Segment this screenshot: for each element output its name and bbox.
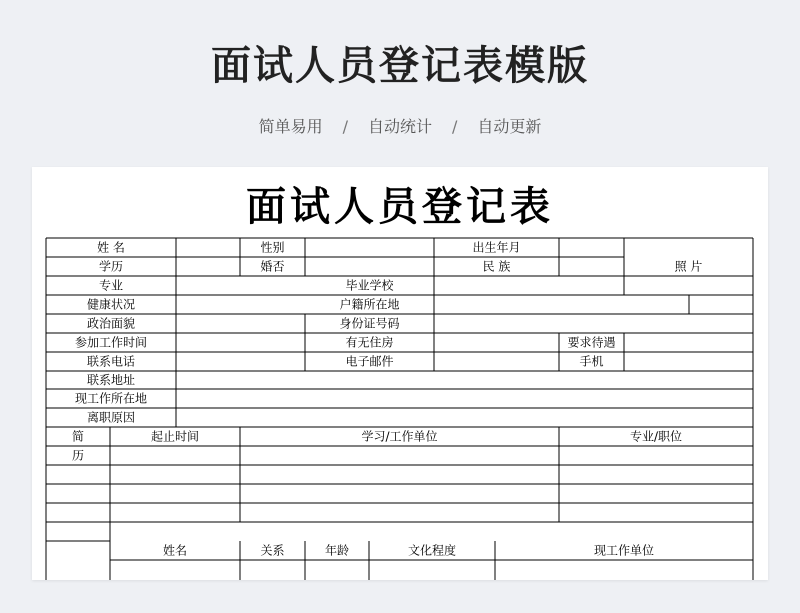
family-header-employer: 现工作单位 [593, 543, 655, 558]
tag-separator: / [342, 117, 348, 136]
feature-tag-easy: 简单易用 [258, 117, 323, 136]
form-title: 面试人员登记表 [246, 183, 554, 230]
form-sheet [32, 167, 768, 580]
label-name: 姓 名 [97, 240, 125, 255]
label-work-location: 现工作所在地 [74, 391, 148, 406]
label-mobile: 手机 [579, 354, 604, 369]
resume-header-period: 起止时间 [150, 429, 200, 444]
resume-label-bottom: 历 [71, 448, 85, 463]
label-marital: 婚否 [260, 259, 285, 274]
label-photo: 照 片 [674, 259, 703, 274]
resume-header-unit: 学习/工作单位 [361, 429, 438, 444]
label-housing: 有无住房 [345, 335, 394, 350]
family-header-relation: 关系 [260, 543, 285, 558]
label-gender: 性别 [260, 240, 285, 255]
feature-tags [0, 114, 800, 137]
label-expected-pay: 要求待遇 [567, 335, 616, 350]
label-email: 电子邮件 [345, 354, 394, 369]
resume-label-top: 简 [71, 429, 85, 444]
label-work-start: 参加工作时间 [74, 335, 148, 350]
label-education: 学历 [98, 259, 124, 274]
label-phone: 联系电话 [86, 354, 136, 369]
label-health: 健康状况 [86, 297, 136, 312]
label-ethnicity: 民 族 [482, 259, 511, 274]
family-header-age: 年龄 [324, 543, 350, 558]
page-title: 面试人员登记表模版 [211, 43, 589, 89]
label-politics: 政治面貌 [86, 316, 136, 331]
label-id-number: 身份证号码 [339, 316, 400, 331]
family-header-name: 姓名 [162, 543, 188, 558]
family-header-education: 文化程度 [407, 543, 457, 558]
label-school: 毕业学校 [345, 278, 394, 293]
label-address: 联系地址 [86, 373, 136, 387]
resume-header-position: 专业/职位 [629, 429, 683, 444]
label-birth: 出生年月 [472, 240, 521, 255]
label-major: 专业 [98, 278, 124, 293]
label-hukou: 户籍所在地 [339, 297, 400, 312]
feature-tag-update: 自动更新 [477, 117, 542, 136]
feature-tag-stats: 自动统计 [367, 117, 432, 136]
tag-separator: / [452, 117, 458, 136]
label-leave-reason: 离职原因 [86, 410, 136, 425]
registration-form-grid [32, 167, 768, 580]
